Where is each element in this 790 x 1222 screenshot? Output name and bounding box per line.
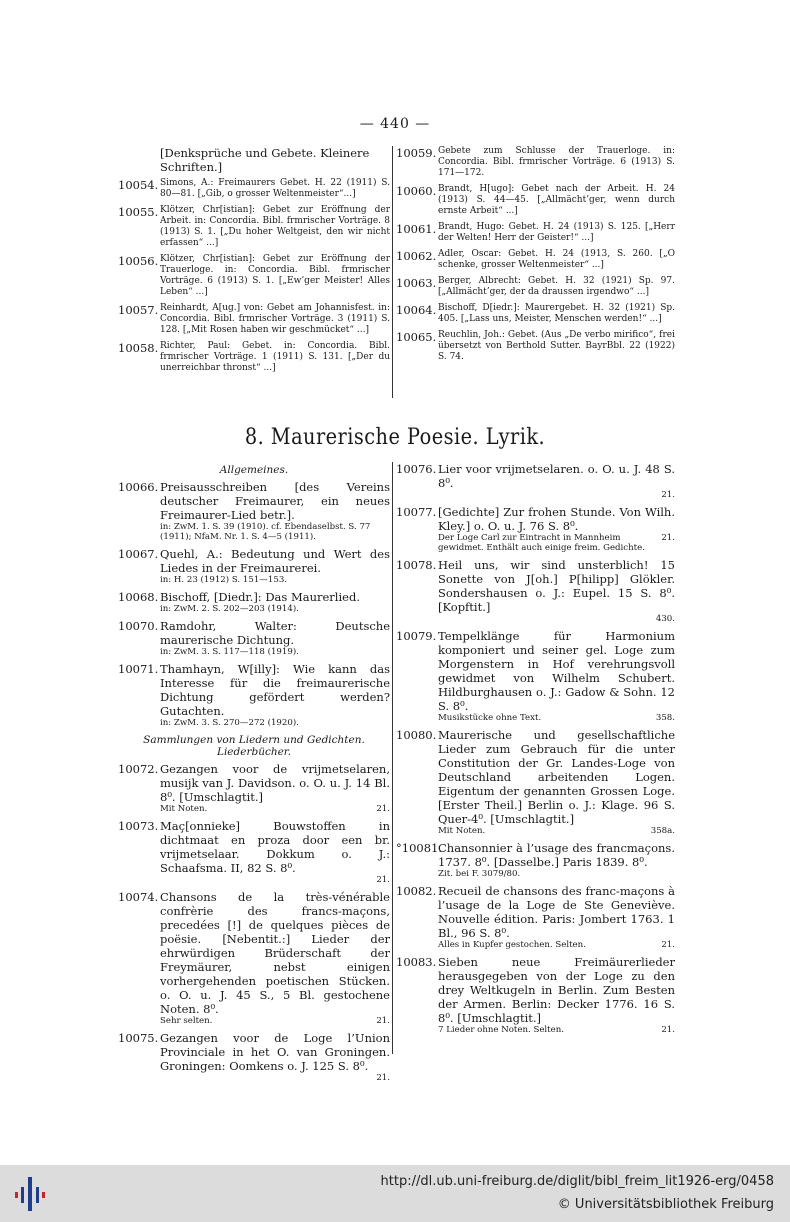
bibliography-entry bbox=[118, 303, 390, 336]
bibliography-entry bbox=[118, 547, 390, 585]
ub-freiburg-logo-icon bbox=[12, 1175, 48, 1213]
entry-text: Gezangen voor de Loge l’Union Provinciale in het O. van Groningen. Groningen: Oomkens o. J. 125 S. 8⁰. bbox=[160, 1031, 390, 1073]
entry-number: 10083. bbox=[396, 955, 437, 969]
bibliography-entry bbox=[396, 629, 675, 723]
entry-text: Thamhayn, W[illy]: Wie kann das Interesse für die freimaurerische Dichtung gefördert werden? Gutachten. bbox=[160, 662, 390, 718]
entry-note: Mit Noten. bbox=[160, 804, 208, 814]
bibliography-entry bbox=[118, 341, 390, 374]
entry-number: 10068. bbox=[118, 590, 159, 604]
entry-text: [Gedichte] Zur frohen Stunde. Von Wilh. Kley.] o. O. u. J. 76 S. 8⁰. bbox=[438, 505, 675, 533]
entry-number: 10077. bbox=[396, 505, 437, 519]
entry-text: Lier voor vrijmetselaren. o. O. u. J. 48 S. 8⁰. bbox=[438, 462, 675, 490]
bibliography-entry bbox=[118, 890, 390, 1026]
entry-text: Reuchlin, Joh.: Gebet. (Aus „De verbo mirifico“, frei übersetzt von Berthold Sutter. BayrBbl. 22 (1922) S. 74. bbox=[438, 330, 675, 362]
bibliography-entry bbox=[118, 1031, 390, 1083]
entry-number: °10081. bbox=[396, 841, 442, 855]
entry-number: 10060. bbox=[396, 184, 437, 198]
bibliography-entry bbox=[118, 254, 390, 298]
entry-number: 10066. bbox=[118, 480, 159, 494]
entry-text: Berger, Albrecht: Gebet. H. 32 (1921) Sp. 97. [„Allmächt’ger, der da draussen irgendwo“ ...] bbox=[438, 276, 675, 297]
shelf-number: 21. bbox=[376, 1073, 390, 1083]
continued-text: [Denksprüche und Gebete. Kleinere Schriften.] bbox=[160, 146, 370, 174]
entry-number: 10058. bbox=[118, 341, 159, 355]
bibliography-entry bbox=[396, 249, 675, 271]
bibliography-entry bbox=[396, 303, 675, 325]
copyright-text: © Universitätsbibliothek Freiburg bbox=[557, 1197, 774, 1212]
bibliography-entry bbox=[396, 841, 675, 879]
page-number: — 440 — bbox=[359, 116, 431, 132]
entry-text: Tempelklänge für Harmonium komponiert und seiner gel. Loge zum Morgenstern in Hof verehrungsvoll gewidmet von Wilhelm Schubert. Hildburghausen o. J.: Gadow & Sohn. 12 S. 8⁰. bbox=[438, 629, 675, 713]
viewer-footer bbox=[0, 1165, 790, 1222]
entry-note: in: ZwM. 1. S. 39 (1910). cf. Ebendaselbst. S. 77 (1911); NfaM. Nr. 1. S. 4—5 (1911). bbox=[160, 522, 371, 542]
entry-note: 7 Lieder ohne Noten. Selten. bbox=[438, 1025, 564, 1035]
entry-number: 10059. bbox=[396, 146, 437, 160]
entry-number: 10082. bbox=[396, 884, 437, 898]
entry-number: 10063. bbox=[396, 276, 437, 290]
bibliography-entry bbox=[396, 330, 675, 363]
entry-text: Bischoff, D[iedr.]: Maurergebet. H. 32 (1921) Sp. 405. [„Lass uns, Meister, Menschen werden!“ ...] bbox=[438, 303, 675, 324]
top-right-column bbox=[396, 146, 675, 368]
bibliography-entry bbox=[396, 558, 675, 624]
shelf-number: 358a. bbox=[650, 826, 675, 836]
entry-note: in: ZwM. 2. S. 202—203 (1914). bbox=[160, 604, 299, 614]
entry-number: 10055. bbox=[118, 205, 159, 219]
entry-note: in: ZwM. 3. S. 270—272 (1920). bbox=[160, 718, 299, 728]
entry-note: in: ZwM. 3. S. 117—118 (1919). bbox=[160, 647, 299, 657]
entry-text: Maç[onnieke] Bouwstoffen in dichtmaat en proza door een br. vrijmetselaar. Dokkum o. J.: Schaafsma. II, 82 S. 8⁰. bbox=[160, 819, 390, 875]
entry-number: 10073. bbox=[118, 819, 159, 833]
entry-note: in: H. 23 (1912) S. 151—153. bbox=[160, 575, 288, 585]
bibliography-entry bbox=[118, 205, 390, 249]
entry-note: Der Loge Carl zur Eintracht in Mannheim gewidmet. Enthält auch einige freim. Gedichte. bbox=[438, 533, 645, 553]
entry-number: 10056. bbox=[118, 254, 159, 268]
bibliography-entry bbox=[396, 884, 675, 950]
entry-text: Heil uns, wir sind unsterblich! 15 Sonette von J[oh.] P[hilipp] Glökler. Sondershausen o. J.: Eupel. 15 S. 8⁰. [Kopftit.] bbox=[438, 558, 675, 614]
bibliography-entry bbox=[118, 662, 390, 728]
bibliography-entry bbox=[118, 762, 390, 814]
shelf-number: 21. bbox=[661, 940, 675, 950]
entry-number: 10072. bbox=[118, 762, 159, 776]
entry-number: 10065. bbox=[396, 330, 437, 344]
bibliography-entry bbox=[396, 276, 675, 298]
entry-text: Richter, Paul: Gebet. in: Concordia. Bibl. frmrischer Vorträge. 1 (1911) S. 131. [„Der du unerreichbar thronst“ ...] bbox=[160, 341, 390, 373]
entry-text: Quehl, A.: Bedeutung und Wert des Liedes in der Freimaurerei. bbox=[160, 547, 390, 575]
entry-text: Chansonnier à l’usage des francmaçons. 1737. 8⁰. [Dasselbe.] Paris 1839. 8⁰. bbox=[438, 841, 675, 869]
entry-number: 10062. bbox=[396, 249, 437, 263]
entry-text: Chansons de la très-vénérable confrèrie des francs-maçons, precedées [!] de quelques pièces de poësie. [Nebentit.:] Lieder der ehrwürdigen Brüderschaft der Freymäurer, nebst einigen vorhergehenden poetischen Stücken. o. O. u. J. 45 S., 5 Bl. gestochene Noten. 8⁰. bbox=[160, 890, 390, 1016]
entry-text: Preisausschreiben [des Vereins deutscher Freimaurer, ein neues Freimaurer-Lied betr.]. bbox=[160, 480, 390, 522]
column-divider-top bbox=[392, 146, 393, 398]
entry-number: 10071. bbox=[118, 662, 159, 676]
shelf-number: 21. bbox=[661, 1025, 675, 1035]
entry-note: Alles in Kupfer gestochen. Selten. bbox=[438, 940, 586, 950]
entry-text: Gezangen voor de vrijmetselaren, musijk van J. Davidson. o. O. u. J. 14 Bl. 8⁰. [Umschlagtit.] bbox=[160, 762, 390, 804]
entry-number: 10057. bbox=[118, 303, 159, 317]
bottom-right-column bbox=[396, 462, 675, 1040]
permalink-url[interactable]: http://dl.ub.uni-freiburg.de/diglit/bibl_freim_lit1926-erg/0458 bbox=[380, 1174, 774, 1189]
entry-number: 10080. bbox=[396, 728, 437, 742]
entry-text: Brandt, H[ugo]: Gebet nach der Arbeit. H. 24 (1913) S. 44—45. [„Allmächt’ger, wenn durch ernste Arbeit“ ...] bbox=[438, 184, 675, 216]
bibliography-entry bbox=[396, 146, 675, 179]
bibliography-entry bbox=[396, 184, 675, 217]
shelf-number: 358. bbox=[655, 713, 675, 723]
entry-text: Gebete zum Schlusse der Trauerloge. in: Concordia. Bibl. frmrischer Vorträge. 6 (1913) S. 171—172. bbox=[438, 146, 675, 178]
entry-text: Klötzer, Chr[istian]: Gebet zur Eröffnung der Trauerloge. in: Concordia. Bibl. frmrischer Vorträge. 6 (1913) S. 1. [„Ew’ger Meister! Alles Leben“ ...] bbox=[160, 254, 390, 297]
entry-text: Bischoff, [Diedr.]: Das Maurerlied. bbox=[160, 590, 360, 604]
entry-number: 10075. bbox=[118, 1031, 159, 1045]
top-left-column bbox=[118, 146, 390, 379]
shelf-number: 21. bbox=[376, 1016, 390, 1026]
entry-text: Klötzer, Chr[istian]: Gebet zur Eröffnung der Arbeit. in: Concordia. Bibl. frmrischer Vorträge. 8 (1913) S. 1. [„Du hoher Weltgeist, den wir nicht erfassen“ ...] bbox=[160, 205, 390, 248]
entry-number: 10067. bbox=[118, 547, 159, 561]
shelf-number: 430. bbox=[655, 614, 675, 624]
subheading-allgemeines: Allgemeines. bbox=[219, 464, 289, 476]
entry-note: Mit Noten. bbox=[438, 826, 486, 836]
entry-number: 10054. bbox=[118, 178, 159, 192]
entry-number: 10078. bbox=[396, 558, 437, 572]
shelf-number: 21. bbox=[661, 490, 675, 500]
bibliography-entry bbox=[118, 590, 390, 614]
bibliography-entry bbox=[118, 178, 390, 200]
entry-number: 10070. bbox=[118, 619, 159, 633]
bibliography-entry bbox=[118, 619, 390, 657]
shelf-number: 21. bbox=[661, 533, 675, 543]
bibliography-entry bbox=[396, 222, 675, 244]
bottom-left-column bbox=[118, 462, 390, 1088]
entry-number: 10061. bbox=[396, 222, 437, 236]
bibliography-entry bbox=[118, 819, 390, 885]
entry-text: Recueil de chansons des franc-maçons à l’usage de la Loge de Ste Geneviève. Nouvelle édition. Paris: Jombert 1763. 1 Bl., 96 S. 8⁰. bbox=[438, 884, 675, 940]
entry-number: 10079. bbox=[396, 629, 437, 643]
entry-number: 10064. bbox=[396, 303, 437, 317]
entry-text: Maurerische und gesellschaftliche Lieder zum Gebrauch für die unter Constitution der Gr. Landes-Loge von Deutschland arbeitenden Logen. Eigentum der genannten Grossen Loge. [Erster Theil.] Berlin o. J.: Klage. 96 S. Quer-4⁰. [Umschlagtit.] bbox=[438, 728, 675, 826]
entry-note: Zit. bei F. 3079/80. bbox=[438, 869, 521, 879]
entry-text: Reinhardt, A[ug.] von: Gebet am Johannisfest. in: Concordia. Bibl. frmrischer Vorträge. 3 (1911) S. 128. [„Mit Rosen haben wir geschmücket“ ...] bbox=[160, 303, 390, 335]
subheading-sammlungen: Sammlungen von Liedern und Gedichten. Liederbücher. bbox=[143, 734, 365, 758]
section-heading: 8. Maurerische Poesie. Lyrik. bbox=[244, 425, 546, 450]
entry-text: Adler, Oscar: Gebet. H. 24 (1913, S. 260. [„O schenke, grosser Weltenmeister“ ...] bbox=[438, 249, 675, 270]
bibliography-entry bbox=[396, 728, 675, 836]
entry-text: Ramdohr, Walter: Deutsche maurerische Dichtung. bbox=[160, 619, 390, 647]
entry-text: Brandt, Hugo: Gebet. H. 24 (1913) S. 125. [„Herr der Welten! Herr der Geister!“ ...] bbox=[438, 222, 675, 243]
column-divider-bottom bbox=[392, 462, 393, 1054]
entry-text: Simons, A.: Freimaurers Gebet. H. 22 (1911) S. 80—81. [„Gib, o grosser Weltenmeister“...] bbox=[160, 178, 390, 199]
entry-note: Musikstücke ohne Text. bbox=[438, 713, 542, 723]
shelf-number: 21. bbox=[376, 875, 390, 885]
entry-number: 10076. bbox=[396, 462, 437, 476]
bibliography-entry bbox=[396, 955, 675, 1035]
entry-number: 10074. bbox=[118, 890, 159, 904]
bibliography-entry bbox=[118, 480, 390, 542]
bibliography-entry bbox=[396, 505, 675, 553]
bibliography-entry bbox=[396, 462, 675, 500]
entry-note: Sehr selten. bbox=[160, 1016, 213, 1026]
shelf-number: 21. bbox=[376, 804, 390, 814]
entry-text: Sieben neue Freimäurerlieder herausgegeben von der Loge zu den drey Weltkugeln in Berlin. Zum Besten der Armen. Berlin: Decker 1776. 16 S. 8⁰. [Umschlagtit.] bbox=[438, 955, 675, 1025]
